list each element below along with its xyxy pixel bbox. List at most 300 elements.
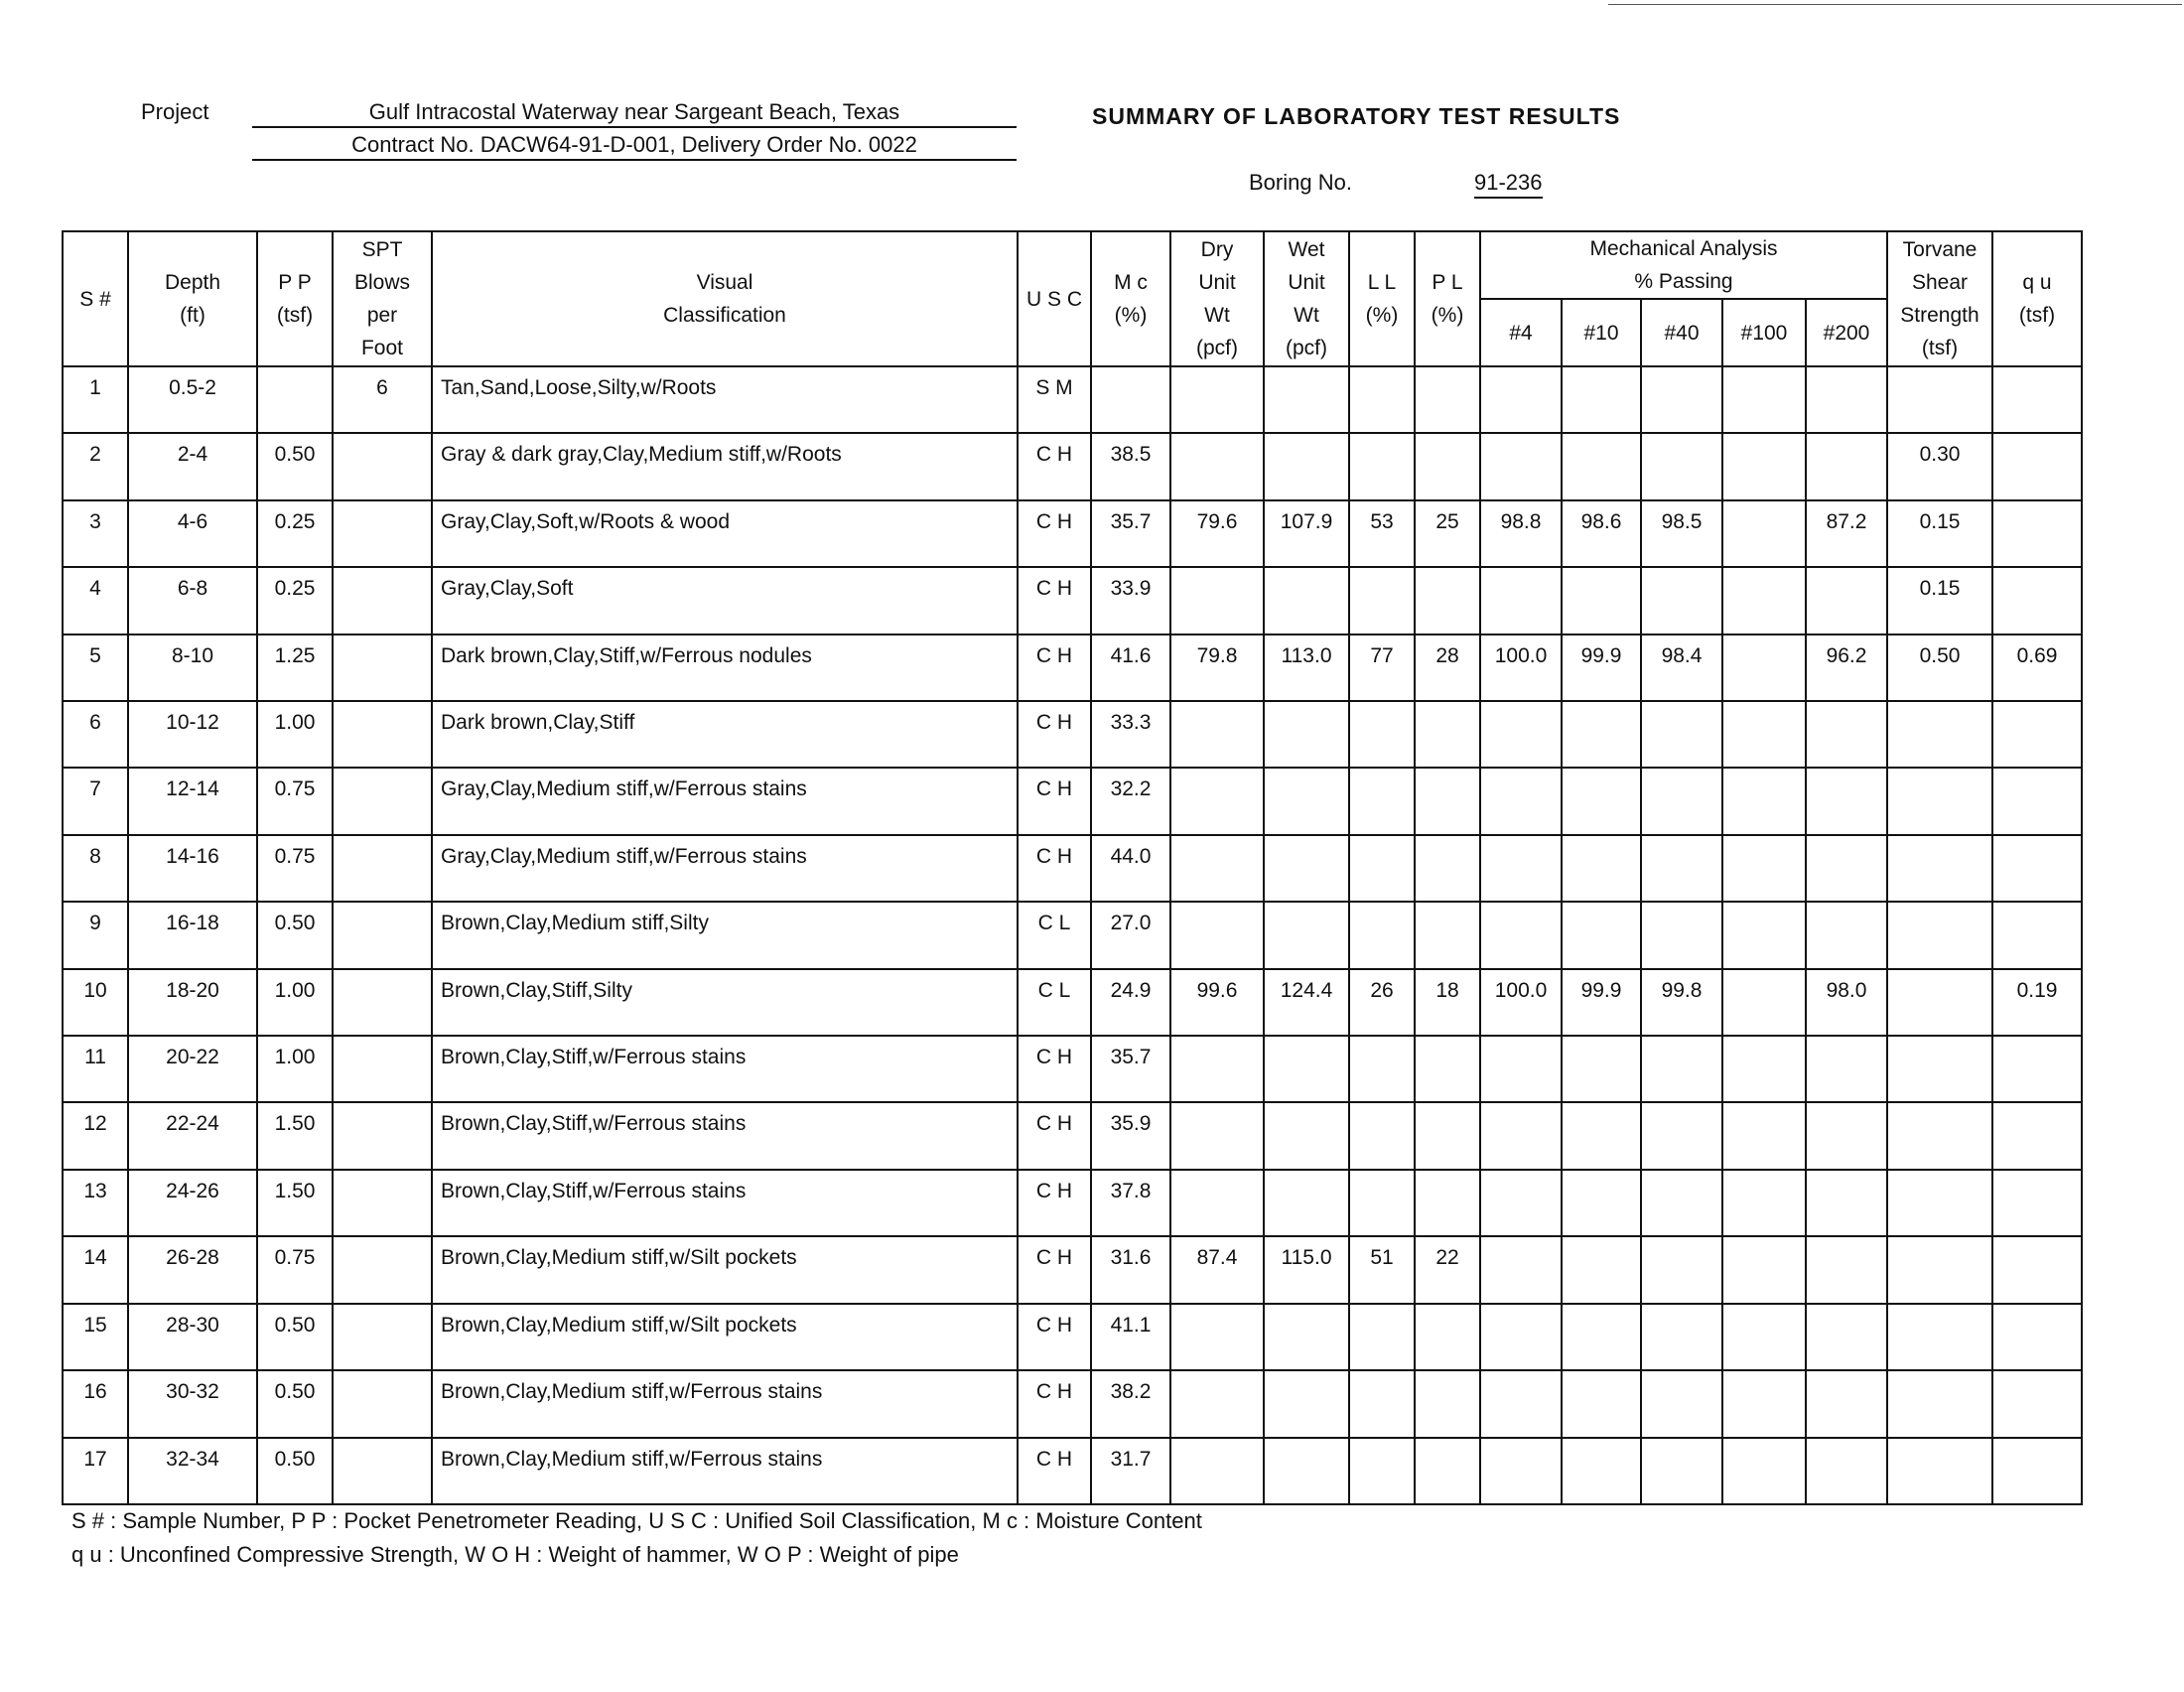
cell-qu: 0.19	[1992, 969, 2082, 1036]
cell-visual: Tan,Sand,Loose,Silty,w/Roots	[432, 366, 1018, 433]
cell-visual: Brown,Clay,Medium stiff,w/Silt pockets	[432, 1304, 1018, 1370]
header-sieve-100: #100	[1722, 299, 1806, 366]
cell-pl	[1415, 1036, 1480, 1102]
cell-ll	[1349, 1102, 1415, 1169]
cell-sieve-40	[1641, 1304, 1722, 1370]
cell-depth: 22-24	[128, 1102, 257, 1169]
cell-wet-unit-wt	[1264, 1304, 1349, 1370]
cell-ll: 77	[1349, 634, 1415, 701]
table-row	[63, 1102, 2082, 1169]
cell-dry-unit-wt	[1170, 1304, 1264, 1370]
cell-s-no: 9	[63, 902, 128, 968]
cell-usc: C L	[1018, 969, 1091, 1036]
cell-sieve-200: 96.2	[1806, 634, 1887, 701]
cell-usc: C H	[1018, 1304, 1091, 1370]
cell-dry-unit-wt	[1170, 902, 1264, 968]
cell-pl	[1415, 366, 1480, 433]
cell-sieve-10	[1562, 701, 1641, 768]
cell-sieve-4	[1480, 1304, 1562, 1370]
cell-pp	[257, 366, 333, 433]
cell-sieve-200: 87.2	[1806, 500, 1887, 567]
cell-pp: 1.00	[257, 969, 333, 1036]
cell-usc: C H	[1018, 634, 1091, 701]
cell-ll	[1349, 567, 1415, 634]
cell-sieve-10	[1562, 1036, 1641, 1102]
header-qu: q u (tsf)	[1992, 231, 2082, 366]
table-row	[63, 1036, 2082, 1102]
cell-sieve-100	[1722, 1102, 1806, 1169]
cell-sieve-40	[1641, 1370, 1722, 1437]
table-row	[63, 1438, 2082, 1505]
cell-pl	[1415, 1304, 1480, 1370]
cell-depth: 8-10	[128, 634, 257, 701]
cell-wet-unit-wt	[1264, 902, 1349, 968]
table-row	[63, 701, 2082, 768]
cell-pl	[1415, 835, 1480, 902]
cell-mc: 31.7	[1091, 1438, 1170, 1505]
cell-wet-unit-wt	[1264, 835, 1349, 902]
header-s-no: S #	[63, 231, 128, 366]
cell-ll	[1349, 835, 1415, 902]
cell-depth: 10-12	[128, 701, 257, 768]
cell-dry-unit-wt: 79.8	[1170, 634, 1264, 701]
cell-sieve-4	[1480, 433, 1562, 499]
cell-usc: C L	[1018, 902, 1091, 968]
cell-mc: 35.7	[1091, 1036, 1170, 1102]
header-sieve-4: #4	[1480, 299, 1562, 366]
cell-sieve-100	[1722, 835, 1806, 902]
cell-torvane: 0.30	[1887, 433, 1992, 499]
cell-qu	[1992, 701, 2082, 768]
cell-mc: 41.6	[1091, 634, 1170, 701]
cell-mc: 35.7	[1091, 500, 1170, 567]
cell-sieve-10	[1562, 1236, 1641, 1303]
cell-sieve-10: 99.9	[1562, 634, 1641, 701]
cell-sieve-4: 98.8	[1480, 500, 1562, 567]
table-row	[63, 567, 2082, 634]
cell-usc: C H	[1018, 433, 1091, 499]
page-title: SUMMARY OF LABORATORY TEST RESULTS	[1092, 103, 1621, 129]
cell-sieve-40	[1641, 567, 1722, 634]
cell-qu	[1992, 500, 2082, 567]
cell-sieve-4	[1480, 835, 1562, 902]
cell-visual: Dark brown,Clay,Stiff,w/Ferrous nodules	[432, 634, 1018, 701]
cell-sieve-200	[1806, 1102, 1887, 1169]
cell-visual: Brown,Clay,Stiff,w/Ferrous stains	[432, 1170, 1018, 1236]
cell-ll	[1349, 1438, 1415, 1505]
cell-depth: 16-18	[128, 902, 257, 968]
cell-wet-unit-wt	[1264, 433, 1349, 499]
cell-pp: 0.75	[257, 835, 333, 902]
cell-dry-unit-wt	[1170, 1102, 1264, 1169]
cell-mc: 24.9	[1091, 969, 1170, 1036]
cell-s-no: 13	[63, 1170, 128, 1236]
cell-sieve-40	[1641, 1236, 1722, 1303]
cell-qu	[1992, 835, 2082, 902]
cell-pl	[1415, 701, 1480, 768]
cell-mc: 35.9	[1091, 1102, 1170, 1169]
cell-sieve-100	[1722, 969, 1806, 1036]
cell-sieve-100	[1722, 1304, 1806, 1370]
cell-sieve-200	[1806, 433, 1887, 499]
cell-dry-unit-wt	[1170, 433, 1264, 499]
cell-depth: 6-8	[128, 567, 257, 634]
table-row	[63, 366, 2082, 433]
cell-sieve-40	[1641, 768, 1722, 834]
cell-sieve-100	[1722, 1236, 1806, 1303]
cell-s-no: 15	[63, 1304, 128, 1370]
cell-sieve-40: 98.5	[1641, 500, 1722, 567]
cell-s-no: 6	[63, 701, 128, 768]
cell-sieve-100	[1722, 366, 1806, 433]
cell-usc: C H	[1018, 1170, 1091, 1236]
cell-dry-unit-wt	[1170, 768, 1264, 834]
cell-usc: C H	[1018, 1370, 1091, 1437]
cell-sieve-40	[1641, 701, 1722, 768]
cell-dry-unit-wt: 99.6	[1170, 969, 1264, 1036]
cell-sieve-4	[1480, 1236, 1562, 1303]
cell-usc: C H	[1018, 701, 1091, 768]
cell-s-no: 11	[63, 1036, 128, 1102]
cell-wet-unit-wt	[1264, 701, 1349, 768]
cell-qu	[1992, 567, 2082, 634]
cell-sieve-10	[1562, 366, 1641, 433]
cell-sieve-100	[1722, 1170, 1806, 1236]
cell-ll: 26	[1349, 969, 1415, 1036]
cell-sieve-200	[1806, 835, 1887, 902]
cell-s-no: 4	[63, 567, 128, 634]
lab-results-table	[62, 230, 2083, 1505]
cell-sieve-200	[1806, 1304, 1887, 1370]
cell-pp: 0.50	[257, 1438, 333, 1505]
cell-sieve-40	[1641, 1170, 1722, 1236]
cell-pl	[1415, 1102, 1480, 1169]
cell-wet-unit-wt	[1264, 1438, 1349, 1505]
cell-spt	[333, 1236, 432, 1303]
cell-sieve-100	[1722, 500, 1806, 567]
cell-depth: 18-20	[128, 969, 257, 1036]
cell-sieve-40: 99.8	[1641, 969, 1722, 1036]
cell-spt	[333, 1370, 432, 1437]
cell-pp: 0.75	[257, 1236, 333, 1303]
cell-torvane	[1887, 1236, 1992, 1303]
cell-mc: 38.5	[1091, 433, 1170, 499]
cell-sieve-10: 99.9	[1562, 969, 1641, 1036]
cell-torvane: 0.50	[1887, 634, 1992, 701]
cell-usc: S M	[1018, 366, 1091, 433]
cell-qu: 0.69	[1992, 634, 2082, 701]
cell-mc: 27.0	[1091, 902, 1170, 968]
cell-wet-unit-wt: 124.4	[1264, 969, 1349, 1036]
cell-depth: 26-28	[128, 1236, 257, 1303]
cell-wet-unit-wt: 115.0	[1264, 1236, 1349, 1303]
cell-sieve-10	[1562, 1170, 1641, 1236]
cell-pp: 0.50	[257, 1370, 333, 1437]
cell-sieve-10	[1562, 1370, 1641, 1437]
cell-mc: 33.3	[1091, 701, 1170, 768]
cell-mc: 41.1	[1091, 1304, 1170, 1370]
cell-pp: 0.25	[257, 500, 333, 567]
cell-wet-unit-wt	[1264, 567, 1349, 634]
cell-s-no: 8	[63, 835, 128, 902]
cell-dry-unit-wt	[1170, 701, 1264, 768]
cell-pl: 22	[1415, 1236, 1480, 1303]
cell-sieve-4	[1480, 1102, 1562, 1169]
cell-pp: 1.50	[257, 1170, 333, 1236]
cell-torvane	[1887, 701, 1992, 768]
cell-pl: 25	[1415, 500, 1480, 567]
cell-usc: C H	[1018, 500, 1091, 567]
legend-note-2: q u : Unconfined Compressive Strength, W O H : Weight of hammer, W O P : Weight of pipe	[71, 1542, 959, 1567]
cell-pl: 18	[1415, 969, 1480, 1036]
cell-s-no: 16	[63, 1370, 128, 1437]
cell-pp: 1.00	[257, 1036, 333, 1102]
cell-qu	[1992, 1438, 2082, 1505]
table-row	[63, 1370, 2082, 1437]
cell-usc: C H	[1018, 1102, 1091, 1169]
table-body	[63, 366, 2082, 1504]
cell-spt	[333, 835, 432, 902]
cell-sieve-4	[1480, 567, 1562, 634]
cell-dry-unit-wt	[1170, 567, 1264, 634]
cell-mc: 37.8	[1091, 1170, 1170, 1236]
cell-sieve-40: 98.4	[1641, 634, 1722, 701]
cell-visual: Gray,Clay,Medium stiff,w/Ferrous stains	[432, 835, 1018, 902]
cell-visual: Gray & dark gray,Clay,Medium stiff,w/Roots	[432, 433, 1018, 499]
header-usc: U S C	[1018, 231, 1091, 366]
cell-ll	[1349, 768, 1415, 834]
cell-visual: Gray,Clay,Medium stiff,w/Ferrous stains	[432, 768, 1018, 834]
cell-pp: 0.75	[257, 768, 333, 834]
cell-dry-unit-wt	[1170, 366, 1264, 433]
header-pp: P P (tsf)	[257, 231, 333, 366]
cell-sieve-10	[1562, 567, 1641, 634]
header-dry: Dry Unit Wt (pcf)	[1170, 231, 1264, 366]
table-row	[63, 1170, 2082, 1236]
cell-sieve-4	[1480, 366, 1562, 433]
cell-visual: Brown,Clay,Medium stiff,w/Ferrous stains	[432, 1438, 1018, 1505]
cell-dry-unit-wt	[1170, 1036, 1264, 1102]
cell-sieve-40	[1641, 1438, 1722, 1505]
cell-sieve-100	[1722, 567, 1806, 634]
cell-spt: 6	[333, 366, 432, 433]
cell-qu	[1992, 1304, 2082, 1370]
header-pl: P L (%)	[1415, 231, 1480, 366]
cell-torvane	[1887, 902, 1992, 968]
cell-sieve-200	[1806, 1370, 1887, 1437]
cell-sieve-200: 98.0	[1806, 969, 1887, 1036]
cell-ll	[1349, 433, 1415, 499]
table-row	[63, 500, 2082, 567]
cell-sieve-200	[1806, 567, 1887, 634]
cell-sieve-10	[1562, 1102, 1641, 1169]
cell-ll	[1349, 1304, 1415, 1370]
cell-sieve-10	[1562, 433, 1641, 499]
cell-sieve-100	[1722, 1036, 1806, 1102]
cell-mc: 44.0	[1091, 835, 1170, 902]
cell-usc: C H	[1018, 1236, 1091, 1303]
cell-torvane	[1887, 1036, 1992, 1102]
cell-pl	[1415, 1170, 1480, 1236]
cell-qu	[1992, 1036, 2082, 1102]
table-row	[63, 835, 2082, 902]
header-visual: Visual Classification	[432, 231, 1018, 366]
cell-dry-unit-wt: 87.4	[1170, 1236, 1264, 1303]
cell-pp: 0.50	[257, 902, 333, 968]
cell-s-no: 10	[63, 969, 128, 1036]
cell-sieve-10	[1562, 768, 1641, 834]
cell-sieve-100	[1722, 634, 1806, 701]
boring-label: Boring No.	[1249, 170, 1352, 195]
cell-sieve-100	[1722, 902, 1806, 968]
cell-depth: 32-34	[128, 1438, 257, 1505]
cell-sieve-200	[1806, 1236, 1887, 1303]
cell-ll: 53	[1349, 500, 1415, 567]
cell-spt	[333, 902, 432, 968]
project-label: Project	[141, 99, 209, 124]
table-row	[63, 969, 2082, 1036]
cell-visual: Gray,Clay,Soft	[432, 567, 1018, 634]
cell-pp: 1.00	[257, 701, 333, 768]
cell-torvane	[1887, 366, 1992, 433]
cell-sieve-4	[1480, 1170, 1562, 1236]
cell-pl	[1415, 567, 1480, 634]
cell-depth: 20-22	[128, 1036, 257, 1102]
cell-depth: 0.5-2	[128, 366, 257, 433]
cell-sieve-40	[1641, 366, 1722, 433]
cell-torvane	[1887, 1370, 1992, 1437]
cell-usc: C H	[1018, 1438, 1091, 1505]
cell-torvane: 0.15	[1887, 567, 1992, 634]
cell-spt	[333, 567, 432, 634]
cell-depth: 4-6	[128, 500, 257, 567]
header-depth: Depth (ft)	[128, 231, 257, 366]
cell-mc	[1091, 366, 1170, 433]
header-torvane: Torvane Shear Strength (tsf)	[1887, 231, 1992, 366]
cell-s-no: 14	[63, 1236, 128, 1303]
cell-s-no: 17	[63, 1438, 128, 1505]
table-row	[63, 1304, 2082, 1370]
cell-dry-unit-wt	[1170, 835, 1264, 902]
cell-pp: 0.50	[257, 433, 333, 499]
cell-wet-unit-wt	[1264, 768, 1349, 834]
cell-spt	[333, 1036, 432, 1102]
cell-sieve-4	[1480, 768, 1562, 834]
cell-sieve-100	[1722, 1438, 1806, 1505]
cell-dry-unit-wt: 79.6	[1170, 500, 1264, 567]
project-name: Gulf Intracostal Waterway near Sargeant Beach, Texas	[252, 99, 1017, 128]
cell-torvane	[1887, 969, 1992, 1036]
cell-pl	[1415, 1370, 1480, 1437]
table-row	[63, 634, 2082, 701]
cell-sieve-200	[1806, 902, 1887, 968]
cell-pp: 0.50	[257, 1304, 333, 1370]
cell-ll	[1349, 902, 1415, 968]
cell-pl	[1415, 768, 1480, 834]
cell-ll	[1349, 1370, 1415, 1437]
cell-sieve-200	[1806, 701, 1887, 768]
header-sieve-200: #200	[1806, 299, 1887, 366]
cell-spt	[333, 969, 432, 1036]
cell-qu	[1992, 433, 2082, 499]
cell-visual: Brown,Clay,Medium stiff,w/Silt pockets	[432, 1236, 1018, 1303]
cell-sieve-4: 100.0	[1480, 969, 1562, 1036]
cell-torvane	[1887, 1438, 1992, 1505]
cell-sieve-40	[1641, 1036, 1722, 1102]
cell-wet-unit-wt	[1264, 1170, 1349, 1236]
cell-dry-unit-wt	[1170, 1370, 1264, 1437]
cell-depth: 24-26	[128, 1170, 257, 1236]
cell-sieve-200	[1806, 366, 1887, 433]
cell-sieve-40	[1641, 902, 1722, 968]
table-row	[63, 1236, 2082, 1303]
header-wet: Wet Unit Wt (pcf)	[1264, 231, 1349, 366]
cell-sieve-10: 98.6	[1562, 500, 1641, 567]
cell-sieve-200	[1806, 1438, 1887, 1505]
cell-s-no: 5	[63, 634, 128, 701]
cell-dry-unit-wt	[1170, 1438, 1264, 1505]
cell-spt	[333, 1102, 432, 1169]
cell-pl	[1415, 433, 1480, 499]
cell-pp: 0.25	[257, 567, 333, 634]
cell-qu	[1992, 1102, 2082, 1169]
cell-torvane	[1887, 1304, 1992, 1370]
cell-s-no: 7	[63, 768, 128, 834]
cell-qu	[1992, 1170, 2082, 1236]
cell-visual: Brown,Clay,Stiff,w/Ferrous stains	[432, 1102, 1018, 1169]
cell-sieve-4: 100.0	[1480, 634, 1562, 701]
cell-pp: 1.50	[257, 1102, 333, 1169]
cell-sieve-4	[1480, 1438, 1562, 1505]
cell-sieve-100	[1722, 768, 1806, 834]
cell-sieve-40	[1641, 835, 1722, 902]
header-ll: L L (%)	[1349, 231, 1415, 366]
cell-mc: 31.6	[1091, 1236, 1170, 1303]
cell-sieve-4	[1480, 701, 1562, 768]
cell-usc: C H	[1018, 835, 1091, 902]
cell-spt	[333, 1438, 432, 1505]
cell-wet-unit-wt	[1264, 1036, 1349, 1102]
cell-ll: 51	[1349, 1236, 1415, 1303]
cell-torvane	[1887, 768, 1992, 834]
cell-depth: 12-14	[128, 768, 257, 834]
cell-qu	[1992, 1236, 2082, 1303]
header-sieve-40: #40	[1641, 299, 1722, 366]
scan-edge-line	[1608, 4, 2182, 5]
cell-spt	[333, 1304, 432, 1370]
cell-qu	[1992, 768, 2082, 834]
cell-spt	[333, 1170, 432, 1236]
cell-sieve-4	[1480, 902, 1562, 968]
cell-depth: 30-32	[128, 1370, 257, 1437]
table-row	[63, 433, 2082, 499]
cell-sieve-100	[1722, 1370, 1806, 1437]
cell-wet-unit-wt: 107.9	[1264, 500, 1349, 567]
cell-qu	[1992, 366, 2082, 433]
cell-wet-unit-wt	[1264, 1102, 1349, 1169]
header-mechanical: Mechanical Analysis % Passing	[1480, 231, 1887, 299]
cell-spt	[333, 768, 432, 834]
cell-sieve-4	[1480, 1036, 1562, 1102]
table-row	[63, 768, 2082, 834]
table-row	[63, 902, 2082, 968]
cell-mc: 32.2	[1091, 768, 1170, 834]
contract-number: Contract No. DACW64-91-D-001, Delivery Order No. 0022	[252, 132, 1017, 161]
cell-pp: 1.25	[257, 634, 333, 701]
cell-mc: 38.2	[1091, 1370, 1170, 1437]
header-sieve-10: #10	[1562, 299, 1641, 366]
cell-s-no: 12	[63, 1102, 128, 1169]
